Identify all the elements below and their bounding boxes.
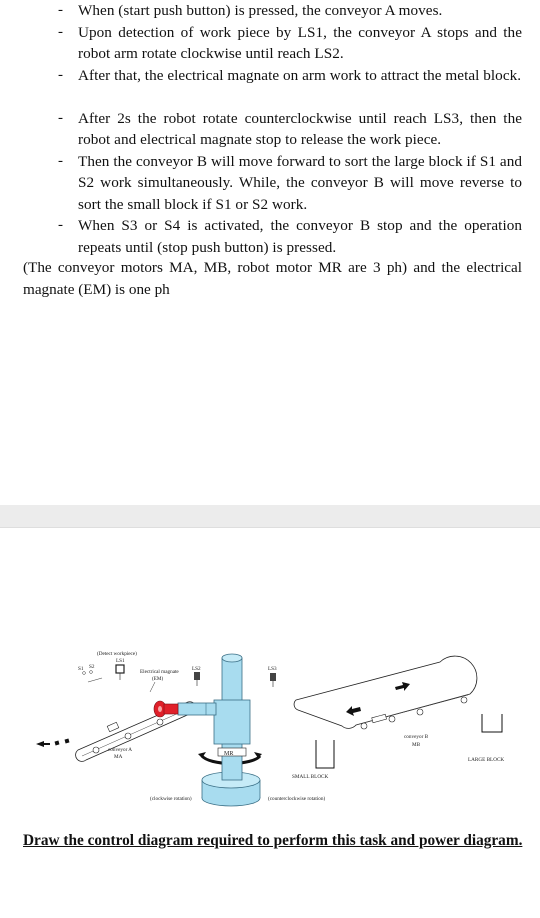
bullet-marker: - [58,23,63,40]
motor-note-paragraph: (The conveyor motors MA, MB, robot motor MR are 3 ph) and the electrical magnate (EM) is one ph [23,259,522,298]
conveyor-b-label: conveyor B [404,734,429,740]
small-block-bin [316,740,334,768]
bullet-text: When (start push button) is pressed, the conveyor A moves. [78,2,443,19]
s1-s2-sensor-icon [83,671,102,682]
s1-label: S1 [78,666,84,672]
conveyor-b [294,656,477,729]
mb-label: MB [412,742,421,748]
counterclockwise-label: (counterclockwise rotation) [268,796,326,802]
bullet-text: Upon detection of work piece by LS1, the conveyor A stops and the robot arm rotate clockwise until reach LS2. [78,23,522,62]
bullet-marker: - [58,217,63,233]
page-divider-line [0,527,540,528]
bullet-marker: - [58,66,63,83]
bullet-text: After 2s the robot rotate counterclockwise until reach LS3, then the robot and electrical magnate stop to release the work piece. [78,109,522,148]
large-block-bin [482,714,502,732]
ls3-label: LS3 [268,666,277,672]
large-block-label: LARGE BLOCK [468,757,505,763]
electrical-magnate-label: Electrical magnate [140,669,179,675]
conveyor-a-direction-arrow-icon [36,739,69,747]
bullet-text: When S3 or S4 is activated, the conveyor B stop and the operation repeats until (stop push button) is pressed. [78,217,522,256]
small-block-label: SMALL BLOCK [292,774,329,780]
robot-arm [154,654,260,806]
mr-label: MR [224,751,234,757]
detect-workpiece-label: (Detect workpiece) [97,651,137,657]
clockwise-label: (clockwise rotation) [150,796,192,802]
bullet-text: Then the conveyor B will move forward to sort the large block if S1 and S2 work simultaneously. While, the conveyor B will move reverse to sort the small block if S1 or S2 work. [78,152,522,213]
system-diagram [0,640,540,820]
bullet-marker: - [58,2,63,18]
ls2-label: LS2 [192,666,201,672]
bullet-marker: - [58,109,63,126]
task-instruction: Draw the control diagram required to perform this task and power diagram. [23,832,523,849]
bullet-text: After that, the electrical magnate on arm work to attract the metal block. [78,66,522,84]
page-divider [0,505,540,527]
ls1-switch-icon [116,665,124,673]
conveyor-a-label: conveyor A [108,747,133,753]
bullet-marker: - [58,152,63,169]
ls2-switch-icon [194,672,200,680]
ma-label: MA [114,754,123,760]
ls1-label: LS1 [116,658,125,664]
system-diagram-svg [0,640,540,820]
em-label: (EM) [152,676,164,682]
s2-label: S2 [89,664,95,670]
ls3-switch-icon [270,673,276,681]
